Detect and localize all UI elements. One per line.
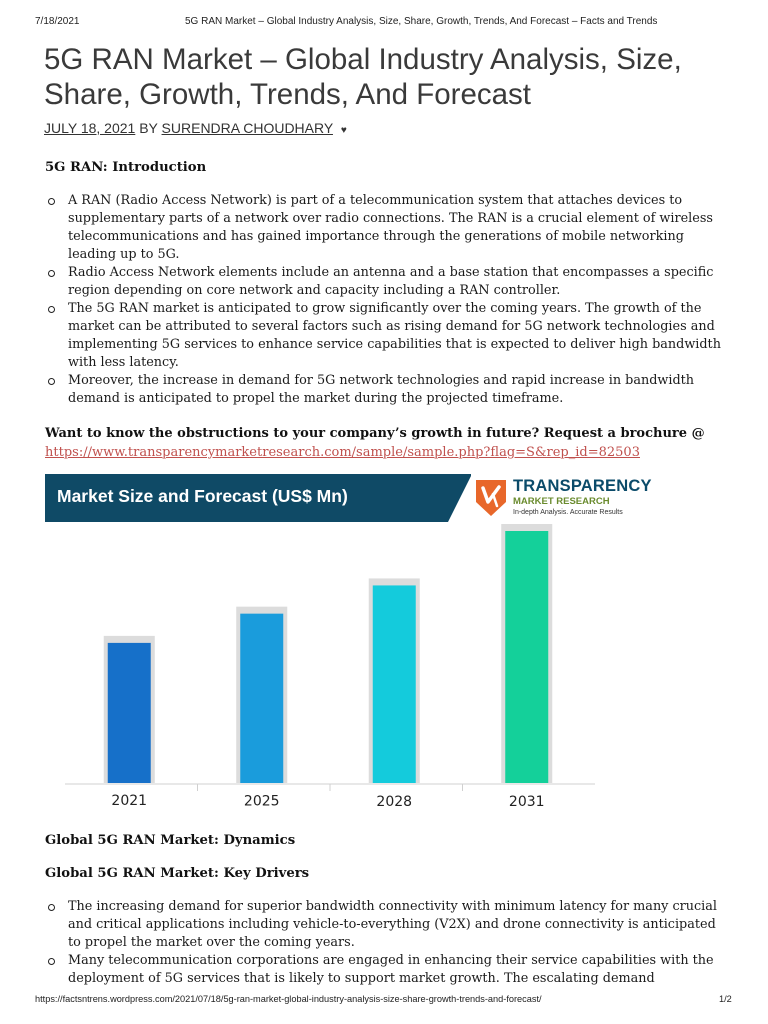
logo-line1: TRANSPARENCY [513,477,652,495]
bullet-icon [48,270,55,277]
bar-2031 [505,531,548,783]
x-tick-label: 2025 [243,793,280,810]
x-tick-label: 2031 [508,794,545,811]
brochure-link[interactable]: https://www.transparencymarketresearch.com/sample/sample.php?flag=S&rep_id=82503 [45,445,640,460]
heart-icon[interactable]: ♥ [340,125,347,136]
drivers-bullet-list [45,898,725,988]
bullet-icon [48,904,55,911]
list-item [45,372,725,408]
cta-text: Want to know the obstructions to your company’s growth in future? Request a brochure @ [45,426,705,441]
bar-2028 [373,585,416,783]
byline-by: BY [139,120,158,136]
tmr-logo-icon [473,478,509,518]
banner-notch [448,474,472,522]
bar-2021 [108,643,151,783]
logo-line2: MARKET RESEARCH [513,496,610,507]
print-date: 7/18/2021 [35,16,80,27]
list-item-text: The 5G RAN market is anticipated to grow significantly over the coming years. The growth of the market can be attributed to several factors such as rising demand for 5G network technologies and implementing 5G services to enhance service capabilities that is expected to deliver high bandwidth with less latency. [68,301,721,370]
list-item-text: The increasing demand for superior bandwidth connectivity with minimum latency for many crucial and critical applications including vehicle-to-everything (V2X) and drone connectivity is anticipated to propel the market over the coming years. [68,899,717,950]
bullet-icon [48,198,55,205]
list-item [45,264,725,300]
chart-title: Market Size and Forecast (US$ Mn) [57,486,348,506]
bullet-icon [48,378,55,385]
bullet-icon [48,306,55,313]
list-item-text: Moreover, the increase in demand for 5G network technologies and rapid increase in bandwidth demand is anticipated to propel the market during the projected timeframe. [68,373,695,406]
logo-line3: In-depth Analysis. Accurate Results [513,509,623,516]
print-header [0,16,768,30]
list-item [45,192,725,264]
print-page-title: 5G RAN Market – Global Industry Analysis, Size, Share, Growth, Trends, And Forecast – Facts and Trends [185,16,658,27]
intro-heading: 5G RAN: Introduction [45,160,207,175]
brochure-cta [45,424,745,462]
chart-banner [45,474,471,522]
tmr-logo [471,474,651,522]
x-tick-label: 2021 [111,793,148,809]
bar-2025 [240,614,283,783]
x-tick-label: 2028 [376,793,413,810]
article-title: 5G RAN Market – Global Industry Analysis, Size, Share, Growth, Trends, And Forecast [44,43,682,111]
list-item-text: A RAN (Radio Access Network) is part of a telecommunication system that attaches devices to supplementary parts of a network over radio connections. The RAN is a crucial element of wireless telecommunications and has gained importance through the generations of mobile networking leading up to 5G. [68,193,713,262]
list-item [45,952,725,988]
author-link[interactable]: SURENDRA CHOUDHARY [161,120,333,136]
list-item [45,898,725,952]
bullet-icon [48,958,55,965]
list-item-text: Radio Access Network elements include an antenna and a base station that encompasses a specific region depending on core network and capacity including a RAN controller. [68,265,714,298]
bar-chart [45,522,605,818]
footer-url: https://factsntrens.wordpress.com/2021/07/18/5g-ran-market-global-industry-analysis-size-share-growth-trends-and-forecast/ [35,994,542,1004]
post-date-link[interactable]: JULY 18, 2021 [44,120,136,136]
key-drivers-heading: Global 5G RAN Market: Key Drivers [45,866,310,881]
page-number: 1/2 [719,994,732,1004]
intro-bullet-list [45,192,725,408]
byline [44,120,347,136]
dynamics-heading: Global 5G RAN Market: Dynamics [45,833,296,848]
list-item [45,300,725,372]
list-item-text: Many telecommunication corporations are engaged in enhancing their service capabilities with the deployment of 5G services that is likely to support market growth. The escalating demand [68,953,714,986]
